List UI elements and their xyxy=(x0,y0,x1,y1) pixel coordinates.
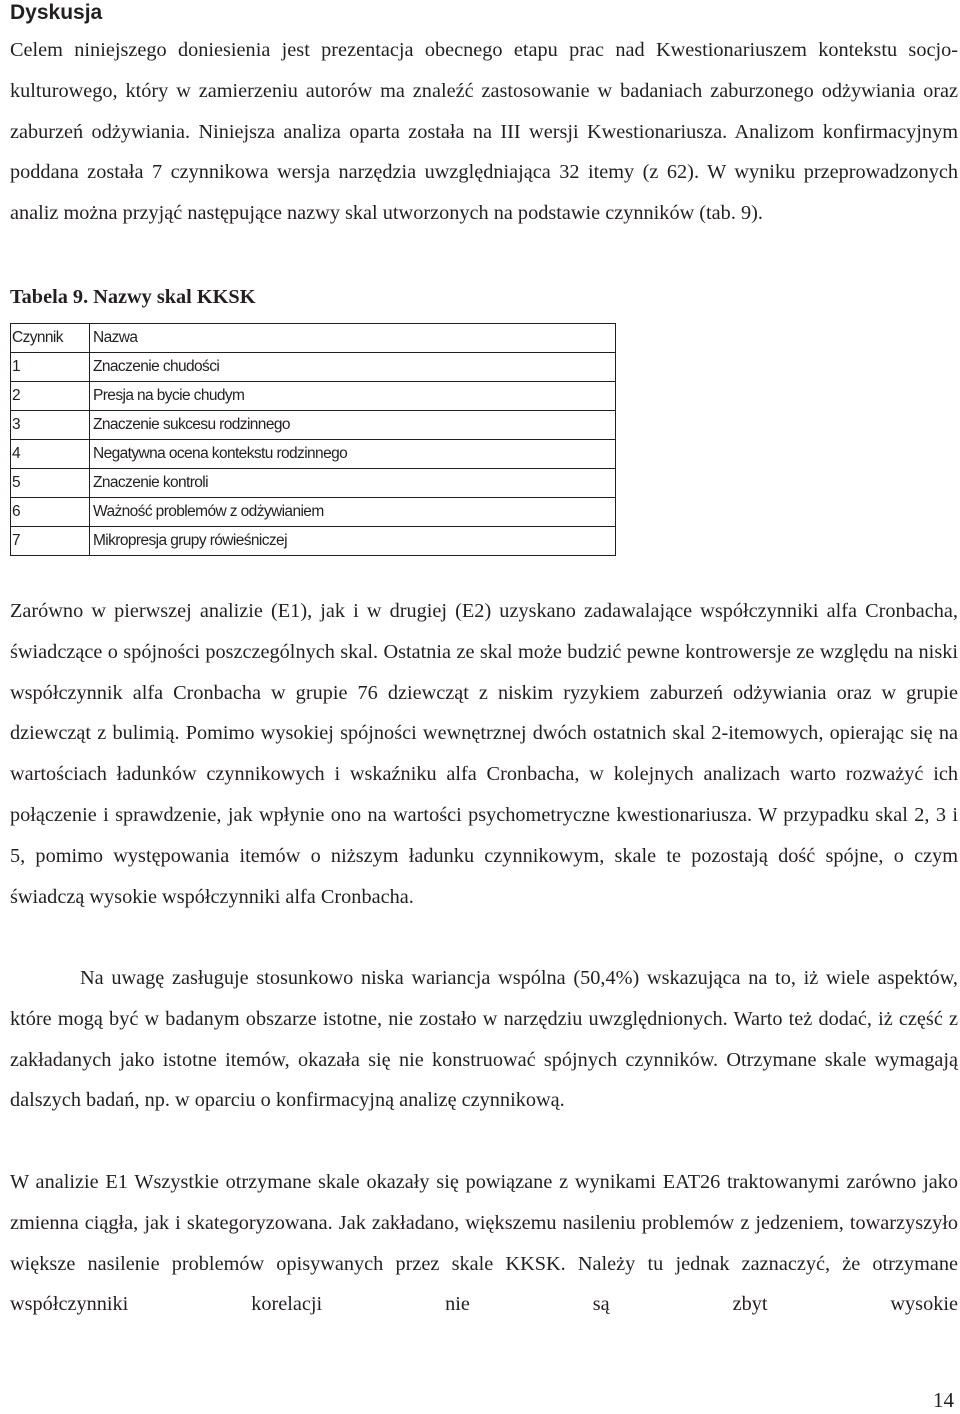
paragraph-eat26: W analizie E1 Wszystkie otrzymane skale okazały się powiązane z wynikami EAT26 traktowanymi zarówno jako zmienna ciągła, jak i skategoryzowana. Jak zakładano, większemu nasileniu problemów z jedzeniem, towarzyszyło większe nasilenie problemów opisywanych przez skale KKSK. Należy tu jednak zaznaczyć, że otrzymane współczynniki korelacji nie są zbyt wysokie xyxy=(10,1171,958,1316)
paragraph-reliability: Zarówno w pierwszej analizie (E1), jak i w drugiej (E2) uzyskano zadawalające współczynniki alfa Cronbacha, świadczące o spójności poszczególnych skal. Ostatnia ze skal może budzić pewne kontrowersje ze względu na niski współczynnik alfa Cronbacha w grupie 76 dziewcząt z niskim ryzykiem zaburzeń odżywiania oraz w grupie dziewcząt z bulimią. Pomimo wysokiej spójności wewnętrznej dwóch ostatnich skal 2-itemowych, opierając się na wartościach ładunków czynnikowych i wskaźniku alfa Cronbacha, w kolejnych analizach warto rozważyć ich połączenie i sprawdzenie, jak wpłynie ono na wartości psychometryczne kwestionariusza. W przypadku skal 2, 3 i 5, pomimo występowania itemów o niższym ładunku czynnikowym, skale te pozostają dość spójne, o czym świadczą wysokie współczynniki alfa Cronbacha. xyxy=(10,600,958,908)
table-cell-number: 2 xyxy=(11,382,90,411)
table-cell-name: Znaczenie kontroli xyxy=(90,469,616,498)
table-cell-name: Mikropresja grupy rówieśniczej xyxy=(90,527,616,556)
table-cell-number: 4 xyxy=(11,440,90,469)
page-number: 14 xyxy=(933,1388,954,1412)
table-cell-number: 1 xyxy=(11,353,90,382)
table-cell-name: Znaczenie chudości xyxy=(90,353,616,382)
paragraph-variance: Na uwagę zasługuje stosunkowo niska wariancja wspólna (50,4%) wskazująca na to, iż wiele aspektów, które mogą być w badanym obszarze istotne, nie zostało w narzędziu uwzględnionych. Warto też dodać, iż część z zakładanych jako istotne itemów, okazała się nie konstruować spójnych czynników. Otrzymane skale wymagają dalszych badań, np. w oparciu o konfirmacyjną analizę czynnikową. xyxy=(10,967,958,1112)
section-heading: Dyskusja xyxy=(10,1,103,24)
table-cell-name: Presja na bycie chudym xyxy=(90,382,616,411)
table-row xyxy=(11,469,616,498)
table-row xyxy=(11,382,616,411)
table-row xyxy=(11,411,616,440)
scales-table xyxy=(10,323,616,556)
table-row xyxy=(11,527,616,556)
table-row xyxy=(11,498,616,527)
table-cell-name: Ważność problemów z odżywianiem xyxy=(90,498,616,527)
table-row xyxy=(11,353,616,382)
table-cell-number: 6 xyxy=(11,498,90,527)
table-cell-name: Znaczenie sukcesu rodzinnego xyxy=(90,411,616,440)
table-cell-number: 3 xyxy=(11,411,90,440)
table-cell-number: 7 xyxy=(11,527,90,556)
table-caption: Tabela 9. Nazwy skal KKSK xyxy=(10,286,256,308)
table-cell-name: Negatywna ocena kontekstu rodzinnego xyxy=(90,440,616,469)
table-row xyxy=(11,440,616,469)
header-czynnik: Czynnik xyxy=(11,324,90,353)
header-nazwa: Nazwa xyxy=(90,324,616,353)
table-cell-number: 5 xyxy=(11,469,90,498)
paragraph-intro: Celem niniejszego doniesienia jest prezentacja obecnego etapu prac nad Kwestionariuszem kontekstu socjo-kulturowego, który w zamierzeniu autorów ma znaleźć zastosowanie w badaniach zaburzonego odżywiania oraz zaburzeń odżywiania. Niniejsza analiza oparta została na III wersji Kwestionariusza. Analizom konfirmacyjnym poddana została 7 czynnikowa wersja narzędzia uwzględniająca 32 itemy (z 62). W wyniku przeprowadzonych analiz można przyjąć następujące nazwy skal utworzonych na podstawie czynników (tab. 9). xyxy=(10,39,958,225)
table-header-row xyxy=(11,324,616,353)
